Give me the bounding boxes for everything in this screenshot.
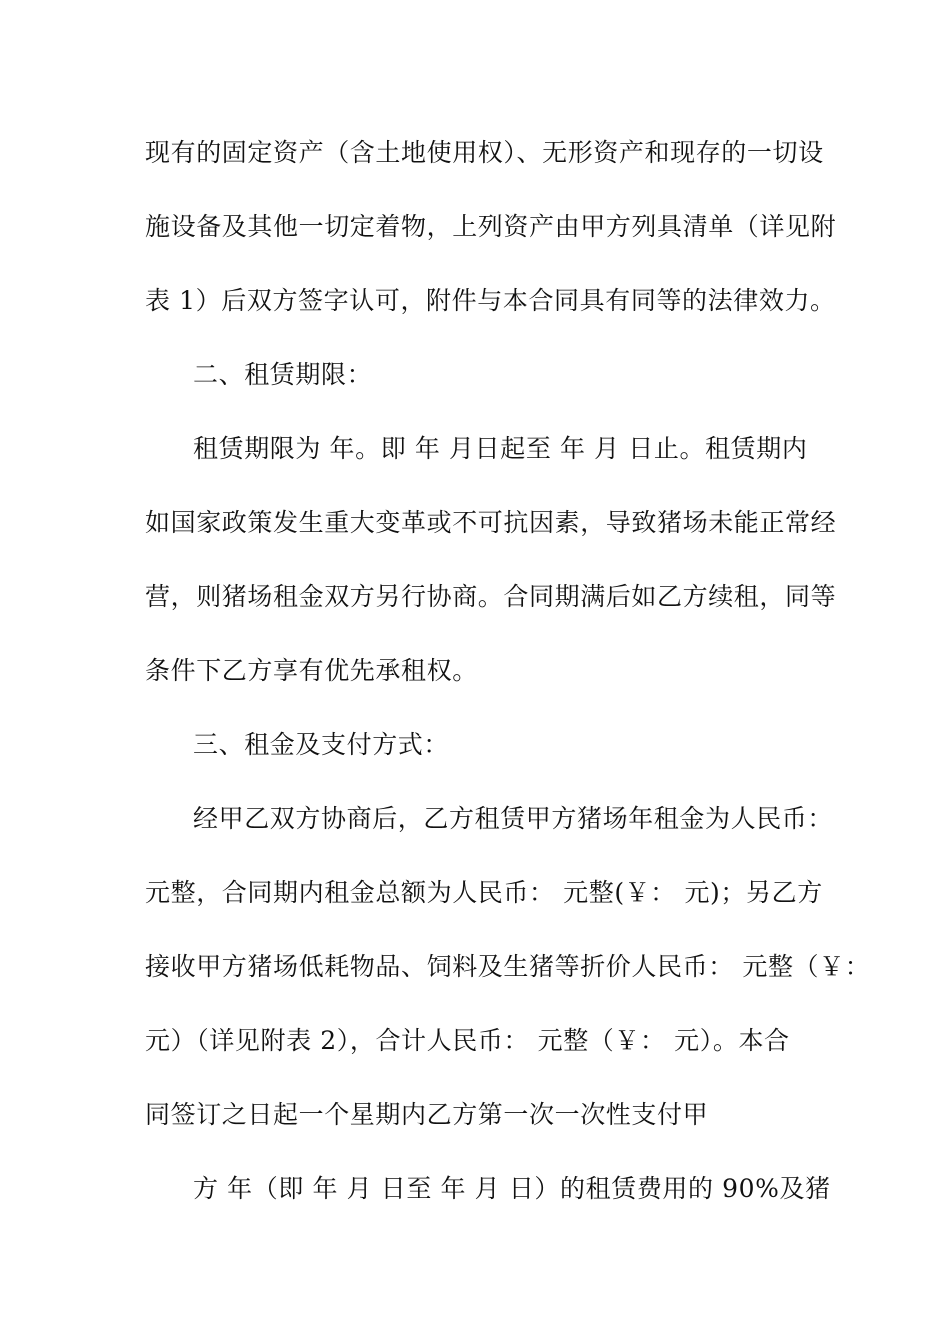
paragraph-line: 方 年（即 年 月 日至 年 月 日）的租赁费用的 90%及猪 [193, 1174, 831, 1203]
paragraph-line: 租赁期限为 年。即 年 月日起至 年 月 日止。租赁期内 [193, 434, 808, 463]
section-heading-rent-payment: 三、租金及支付方式： [193, 730, 450, 759]
paragraph-line: 接收甲方猪场低耗物品、饲料及生猪等折价人民币： 元整（￥： [145, 952, 871, 981]
paragraph-line: 如国家政策发生重大变革或不可抗因素，导致猪场未能正常经 [145, 508, 837, 537]
paragraph-line: 同签订之日起一个星期内乙方第一次一次性支付甲 [145, 1100, 709, 1129]
paragraph-line: 条件下乙方享有优先承租权。 [145, 656, 478, 685]
paragraph-line: 施设备及其他一切定着物，上列资产由甲方列具清单（详见附 [145, 212, 837, 241]
paragraph-line: 元整，合同期内租金总额为人民币： 元整(￥： 元)；另乙方 [145, 878, 823, 907]
paragraph-line: 经甲乙双方协商后，乙方租赁甲方猪场年租金为人民币： [193, 804, 834, 833]
paragraph-line: 元）（详见附表 2），合计人民币： 元整（￥： 元）。本合 [145, 1026, 790, 1055]
section-heading-lease-term: 二、租赁期限： [193, 360, 373, 389]
paragraph-line: 表 1）后双方签字认可，附件与本合同具有同等的法律效力。 [145, 286, 836, 315]
paragraph-line: 营，则猪场租金双方另行协商。合同期满后如乙方续租，同等 [145, 582, 837, 611]
paragraph-line: 现有的固定资产（含土地使用权）、无形资产和现存的一切设 [145, 138, 824, 167]
